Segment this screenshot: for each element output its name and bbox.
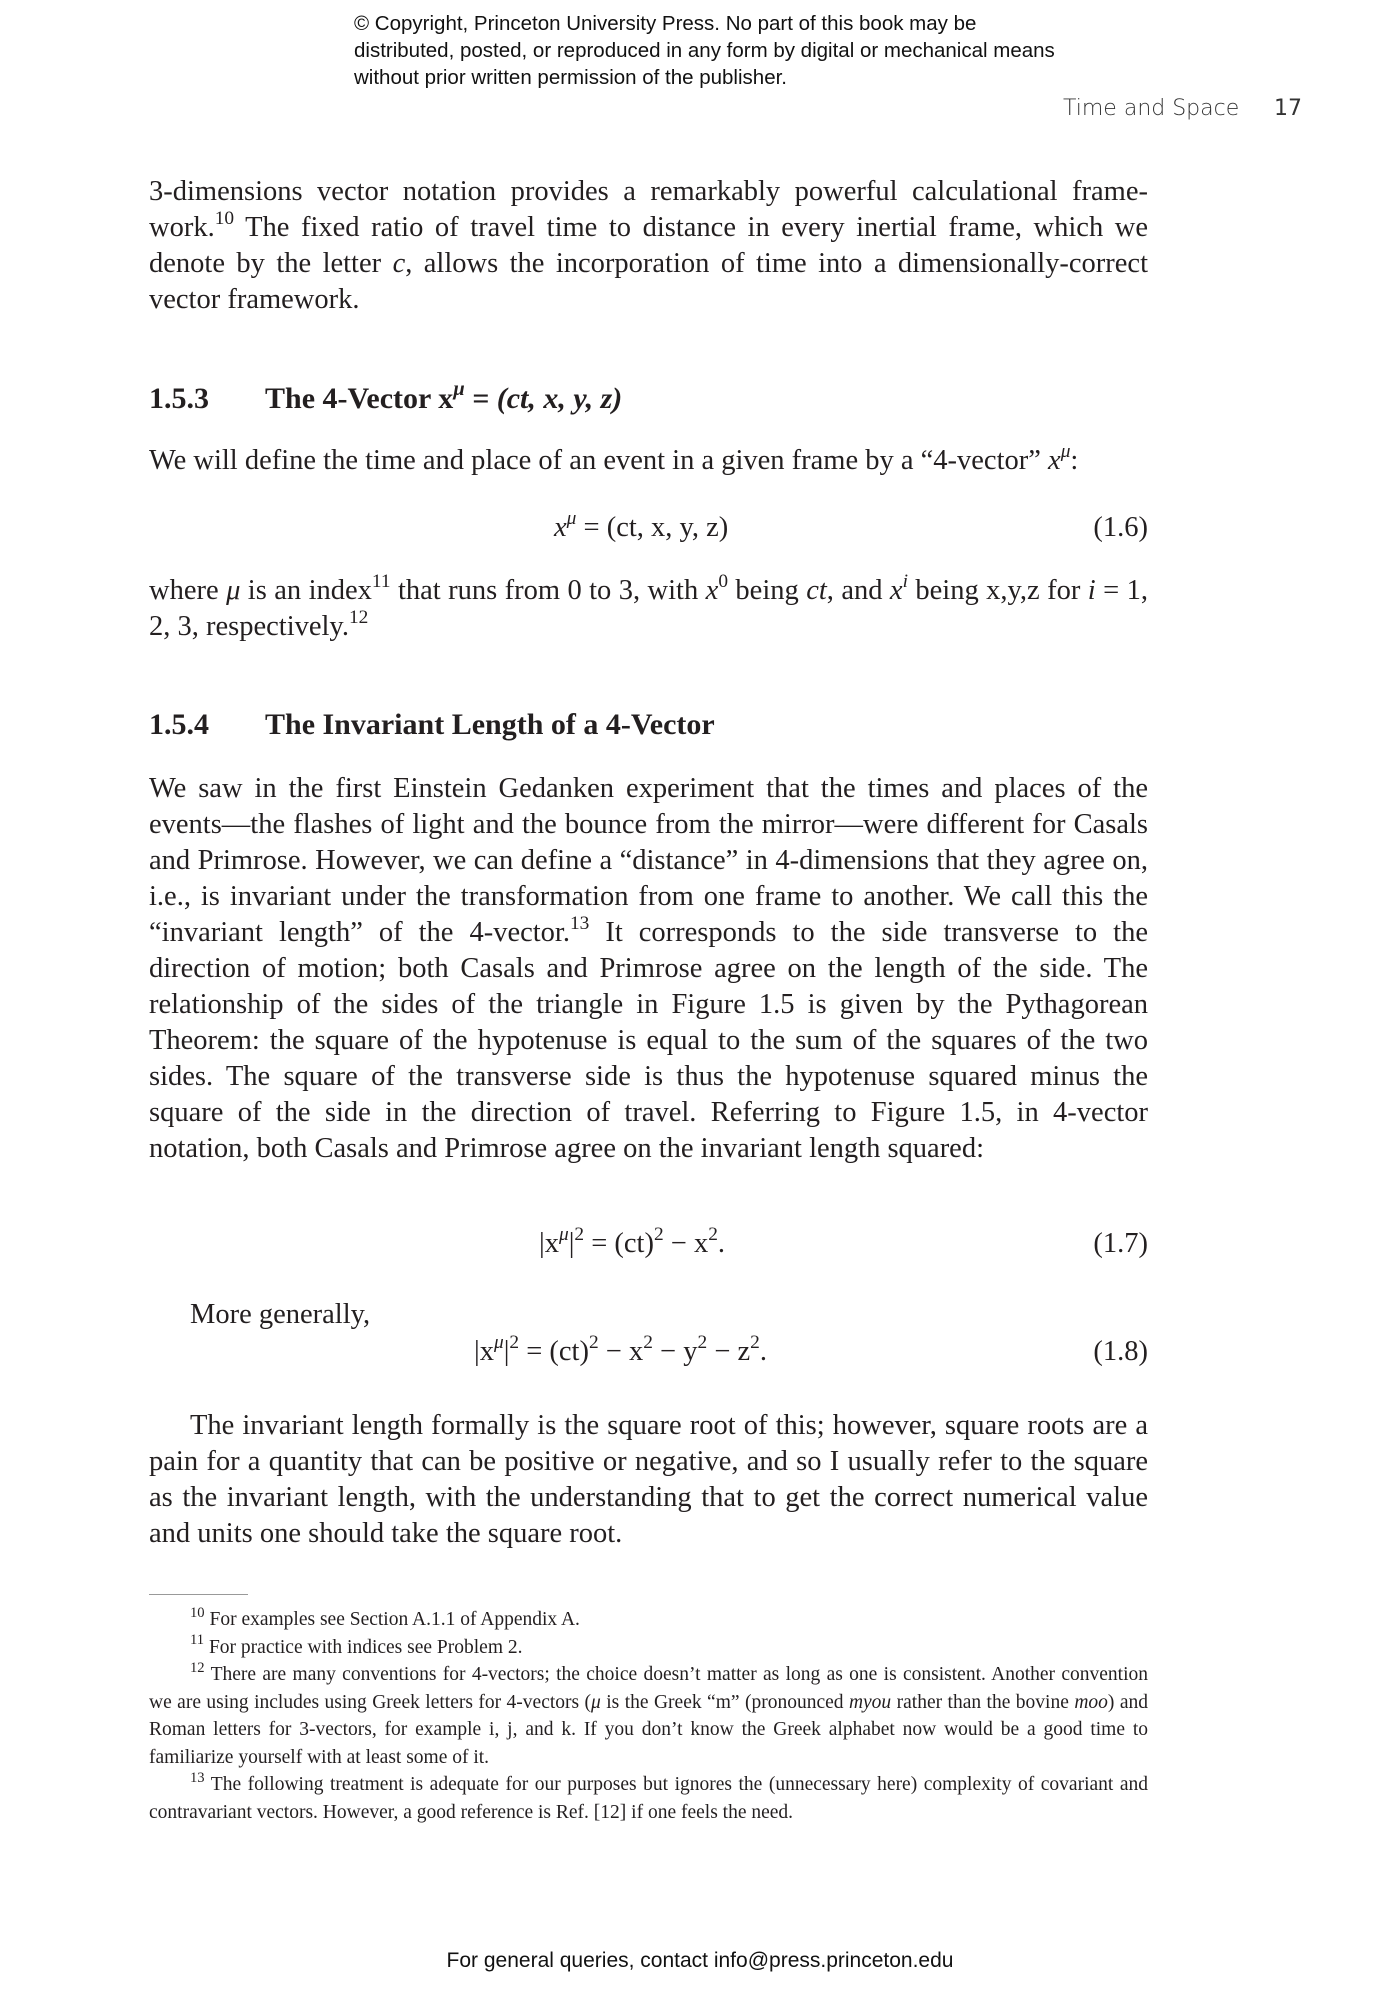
equation-number: (1.6) bbox=[1093, 512, 1148, 543]
footnote-ref-12[interactable]: 12 bbox=[348, 606, 369, 628]
section-1-5-3-paragraph: We will define the time and place of an event in a given frame by a “4-vector” $x^\mu$: bbox=[149, 440, 1079, 476]
equation-1-6: $x^\mu = (ct$, x, y, z) (1.6) bbox=[554, 507, 1148, 543]
footnote-10: $^{10}$ For examples see Section A.1.1 of Appendix A. bbox=[190, 1604, 580, 1630]
equation-number: (1.7) bbox=[1093, 1228, 1148, 1259]
section-1-5-3-paragraph-2: where μ is an index$^{11}$ that runs from 0 to 3, with $x^0$ being ct, and $x^i$ being x,y,z for i = 1, 2, 3, respectively.$^{12}$ bbox=[149, 570, 1149, 642]
section-heading-1-5-4 bbox=[149, 708, 715, 742]
section-title: The Invariant Length of a 4-Vector bbox=[265, 708, 715, 741]
footnote-ref-11[interactable]: 11 bbox=[371, 570, 391, 592]
section-heading-1-5-3 bbox=[149, 377, 623, 416]
footnotes bbox=[149, 1606, 1148, 1826]
footnote-ref-13[interactable]: 13 bbox=[569, 912, 590, 934]
footnote-11: $^{11}$ For practice with indices see Problem 2. bbox=[190, 1632, 523, 1658]
section-1-5-4-paragraph-2: The invariant length formally is the square root of this; however, square roots are a pain for a quantity that can be positive or negative, and so I usually refer to the square as the invariant length, with the understanding that to get the correct numerical value and units one should take the square root. bbox=[149, 1410, 1148, 1549]
footnote-divider bbox=[149, 1594, 248, 1595]
more-generally-text: More generally, bbox=[190, 1299, 371, 1330]
page-number: 17 bbox=[1274, 96, 1302, 121]
intro-paragraph: 3-dimensions vector notation provides a remarkably powerful calculational framework.$^{10}$ The fixed ratio of travel time to distance in every inertial frame, which we denote by the letter c, allows the incorporation of time into a dimensionally-correct vector framework. bbox=[149, 176, 1148, 315]
equation-1-7: $|x^\mu|^2 = (ct)^2 - x^2$. (1.7) bbox=[539, 1223, 1148, 1259]
footnote-12: $^{12}$ There are many conventions for 4-vectors; the choice doesn’t matter as long as one is consistent. Another convention we are using includes using Greek letters for 4-vectors (μ is the Greek “m” (pronounced myou rather than the bovine moo) and Roman letters for 3-vectors, for example i, j, and k. If you don’t know the Greek alphabet now would be a good time to familiarize yourself with at least some of it. bbox=[149, 1659, 1148, 1768]
contact-footer: For general queries, contact info@press.princeton.edu bbox=[446, 1949, 954, 1972]
footnote-13: $^{13}$ The following treatment is adequate for our purposes but ignores the (unnecessary here) complexity of covariant and contravariant vectors. However, a good reference is Ref. [12] if one feels the need. bbox=[149, 1769, 1148, 1823]
footnote-ref-10[interactable]: 10 bbox=[214, 207, 235, 229]
section-number: 1.5.4 bbox=[149, 708, 209, 741]
section-number: 1.5.3 bbox=[149, 382, 209, 415]
equation-number: (1.8) bbox=[1093, 1336, 1148, 1367]
equation-1-8: $|x^\mu|^2 = (ct)^2 - x^2 - y^2 - z^2$. (1.8) bbox=[474, 1331, 1148, 1367]
copyright-notice: © Copyright, Princeton University Press. No part of this book may be distributed, posted, or reproduced in any form by digital or mechanical means without prior written permission of the publisher. bbox=[354, 12, 1055, 89]
section-title: The 4-Vector $x^\mu = (ct$, x, y, z) bbox=[265, 377, 623, 415]
running-head: Time and Space bbox=[1063, 96, 1240, 121]
section-1-5-4-paragraph: We saw in the first Einstein Gedanken experiment that the times and places of the events—the flashes of light and the bounce from the mirror—were different for Casals and Primrose. However, we can define a “distance” in 4-dimensions that they agree on, i.e., is invariant under the transformation from one frame to another. We call this the “invariant length” of the 4-vector.$^{13}$ It corresponds to the side transverse to the direction of motion; both Casals and Primrose agree on the length of the side. The relationship of the sides of the triangle in Figure 1.5 is given by the Pythagorean Theorem: the square of the hypotenuse is equal to the sum of the squares of the two sides. The square of the transverse side is thus the hypotenuse squared minus the square of the side in the direction of travel. Referring to Figure 1.5, in 4-vector notation, both Casals and Primrose agree on the invariant length squared: bbox=[149, 773, 1148, 1164]
